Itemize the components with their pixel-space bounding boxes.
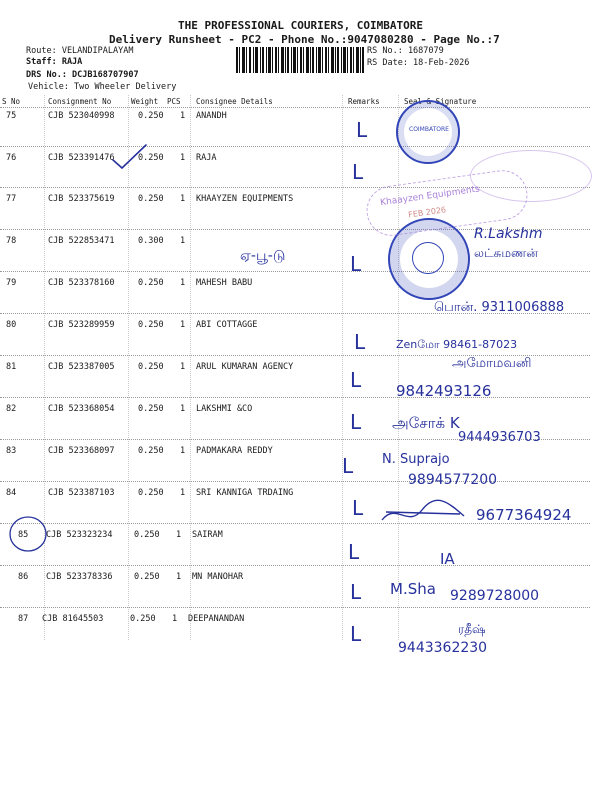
row-pcs: 1 — [180, 278, 186, 288]
row-sno: 85 — [18, 530, 29, 540]
row-consignee: RAJA — [196, 153, 217, 163]
phone-number: பொன். 9311006888 — [434, 300, 565, 315]
col-remarks: Remarks — [348, 97, 380, 106]
row-sno: 81 — [6, 362, 17, 372]
row-weight: 0.250 — [134, 572, 160, 582]
col-pcs: PCS — [167, 97, 181, 106]
row-sno: 79 — [6, 278, 17, 288]
row-pcs: 1 — [180, 236, 186, 246]
phone-number: 9444936703 — [458, 430, 541, 445]
row-consignee: DEEPANANDAN — [188, 614, 245, 624]
faint-stamp — [470, 150, 592, 202]
signature: M.Sha — [390, 580, 436, 598]
phone-number: 9443362230 — [398, 640, 488, 656]
row-consignee: SRI KANNIGA TRDAING — [196, 488, 294, 498]
signature: N. Suprajo — [382, 452, 450, 467]
stamp-inner-ring — [412, 242, 444, 274]
row-consignment: CJB 523387103 — [48, 488, 115, 498]
row-sno: 80 — [6, 320, 17, 330]
remark-mark: L — [352, 496, 364, 520]
remark-mark: L — [350, 368, 362, 392]
row-divider — [0, 107, 590, 108]
row-pcs: 1 — [180, 320, 186, 330]
row-consignment: CJB 523368054 — [48, 404, 115, 414]
rs-date: RS Date: 18-Feb-2026 — [367, 58, 470, 68]
grid-line — [128, 95, 129, 640]
remark-mark: L — [354, 330, 366, 354]
signature: IA — [440, 550, 455, 568]
row-consignee: ARUL KUMARAN AGENCY — [196, 362, 294, 372]
phone-number: 9677364924 — [476, 506, 572, 524]
row-divider — [0, 607, 590, 608]
phone-number: 9842493126 — [396, 382, 492, 400]
row-pcs: 1 — [180, 488, 186, 498]
row-weight: 0.250 — [130, 614, 156, 624]
row-sno: 76 — [6, 153, 17, 163]
row-weight: 0.250 — [138, 446, 164, 456]
row-weight: 0.250 — [138, 111, 164, 121]
row-consignee: ABI COTTAGGE — [196, 320, 258, 330]
row-pcs: 1 — [180, 404, 186, 414]
remark-mark: L — [348, 540, 360, 564]
remark-mark: L — [356, 118, 368, 142]
row-sno: 84 — [6, 488, 17, 498]
row-consignee: ANANDH — [196, 111, 227, 121]
row-sno: 82 — [6, 404, 17, 414]
signature: Zenமோ 98461-87023 — [396, 338, 518, 351]
row-pcs: 1 — [180, 362, 186, 372]
row-weight: 0.250 — [138, 362, 164, 372]
remark-mark: L — [350, 580, 362, 604]
seal-stamp — [396, 100, 460, 164]
grid-line — [44, 95, 45, 640]
runsheet-subtitle: Delivery Runsheet - PC2 - Phone No.:9047080280 - Page No.:7 — [109, 33, 500, 46]
row-consignment: CJB 523378160 — [48, 278, 115, 288]
row-consignment: CJB 523387005 — [48, 362, 115, 372]
row-divider — [0, 146, 590, 147]
grid-line — [398, 95, 399, 640]
row-consignment: CJB 523289959 — [48, 320, 115, 330]
row-consignee: PADMAKARA REDDY — [196, 446, 273, 456]
company-title: THE PROFESSIONAL COURIERS, COIMBATORE — [178, 19, 424, 32]
row-divider — [0, 271, 590, 272]
col-weight: Weight — [131, 97, 159, 106]
phone-number: 9289728000 — [450, 588, 540, 604]
row-weight: 0.300 — [138, 236, 164, 246]
row-sno: 83 — [6, 446, 17, 456]
row-weight: 0.250 — [138, 404, 164, 414]
signature: லட்சுமணன் — [474, 246, 538, 260]
vehicle-label: Vehicle: Two Wheeler Delivery — [28, 82, 177, 92]
signature-scribble — [378, 498, 468, 532]
stamp-text: COIMBATORE — [409, 126, 449, 133]
row-pcs: 1 — [180, 153, 186, 163]
row-sno: 87 — [18, 614, 29, 624]
remark-mark: L — [352, 160, 364, 184]
row-divider — [0, 481, 590, 482]
remark-mark: L — [350, 622, 362, 646]
col-seal-signature: Seal & Signature — [404, 97, 477, 106]
row-weight: 0.250 — [138, 488, 164, 498]
handwritten-note: ஏ-பூ-டு — [240, 248, 286, 264]
row-pcs: 1 — [180, 194, 186, 204]
signature: அசோக் K — [392, 414, 460, 432]
row-pcs: 1 — [176, 530, 182, 540]
tick-mark — [110, 142, 150, 172]
barcode — [236, 47, 364, 73]
remark-mark: L — [350, 410, 362, 434]
row-consignment: CJB 81645503 — [42, 614, 104, 624]
row-consignment: CJB 522853471 — [48, 236, 115, 246]
row-pcs: 1 — [172, 614, 178, 624]
row-sno: 77 — [6, 194, 17, 204]
row-consignee: LAKSHMI &CO — [196, 404, 253, 414]
row-consignment: CJB 523323234 — [46, 530, 113, 540]
row-consignment: CJB 523378336 — [46, 572, 113, 582]
rs-number: RS No.: 1687079 — [367, 46, 444, 56]
signature: ரதீஷ் — [458, 622, 486, 636]
signature: அமோமவனி — [452, 356, 532, 371]
row-pcs: 1 — [180, 111, 186, 121]
row-divider — [0, 397, 590, 398]
row-sno: 86 — [18, 572, 29, 582]
row-weight: 0.250 — [138, 320, 164, 330]
stamp-text: Khaayzen Equipments — [379, 184, 481, 209]
phone-number: 9894577200 — [408, 472, 498, 488]
remark-mark: L — [350, 252, 362, 276]
stamp-date: FEB 2026 — [407, 205, 447, 220]
drs-label: DRS No.: DCJB168707907 — [26, 70, 139, 80]
row-weight: 0.250 — [138, 153, 164, 163]
grid-line — [190, 95, 191, 640]
row-consignment: CJB 523368097 — [48, 446, 115, 456]
row-weight: 0.250 — [138, 194, 164, 204]
signature: R.Lakshm — [474, 226, 543, 242]
staff-label: Staff: RAJA — [26, 57, 83, 67]
row-weight: 0.250 — [138, 278, 164, 288]
row-pcs: 1 — [180, 446, 186, 456]
route-label: Route: VELANDIPALAYAM — [26, 46, 134, 56]
col-consignment: Consignment No — [48, 97, 112, 106]
row-sno: 78 — [6, 236, 17, 246]
row-consignment: CJB 523375619 — [48, 194, 115, 204]
row-divider — [0, 565, 590, 566]
grid-line — [342, 95, 343, 640]
row-sno: 75 — [6, 111, 17, 121]
row-consignee: KHAAYZEN EQUIPMENTS — [196, 194, 294, 204]
row-consignment: CJB 523040998 — [48, 111, 115, 121]
row-weight: 0.250 — [134, 530, 160, 540]
row-consignee: SAIRAM — [192, 530, 223, 540]
col-consignee: Consignee Details — [196, 97, 273, 106]
row-consignment: CJB 523391476 — [48, 153, 115, 163]
col-sno: S No — [2, 97, 21, 106]
remark-mark: L — [342, 454, 354, 478]
row-consignee: MAHESH BABU — [196, 278, 253, 288]
circle-mark — [8, 514, 50, 554]
row-pcs: 1 — [176, 572, 182, 582]
row-consignee: MN MANOHAR — [192, 572, 244, 582]
